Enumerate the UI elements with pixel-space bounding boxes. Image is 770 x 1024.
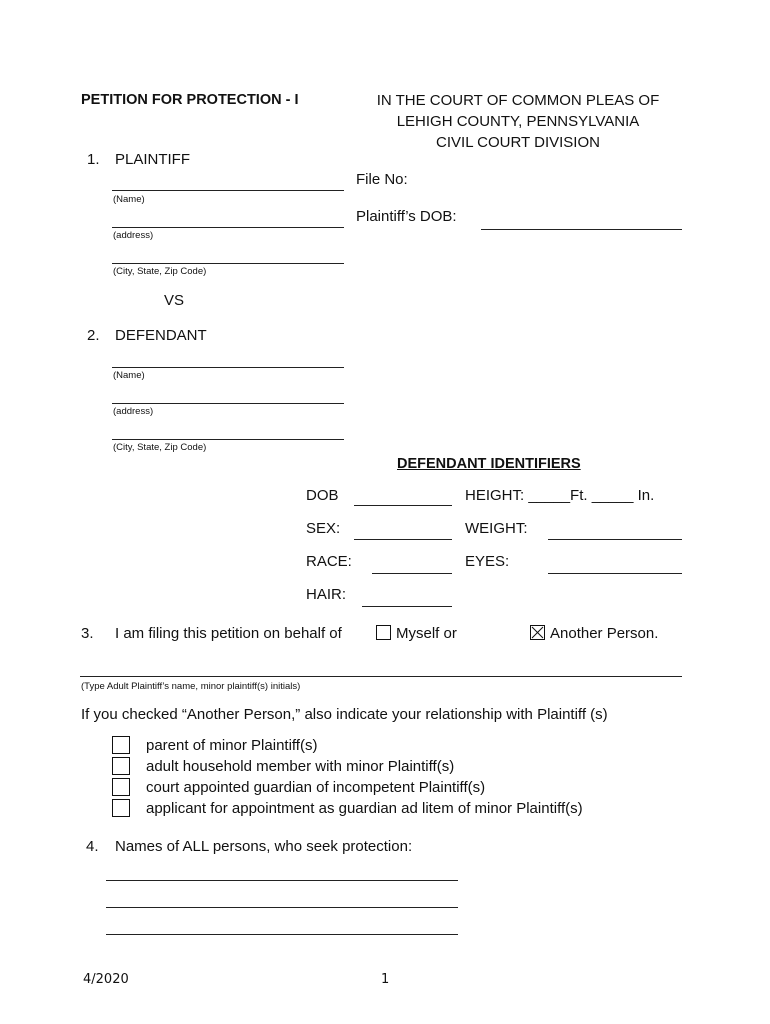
dob-label: DOB	[306, 487, 339, 504]
weight-line[interactable]	[548, 539, 682, 540]
sex-line[interactable]	[354, 539, 452, 540]
plaintiff-city-label: (City, State, Zip Code)	[113, 266, 207, 277]
defendant-address-line[interactable]	[112, 403, 344, 404]
relationship-prompt: If you checked “Another Person,” also indicate your relationship with Plaintiff (s)	[81, 706, 608, 723]
protected-person-line-2[interactable]	[106, 907, 458, 908]
plaintiff-dob-label: Plaintiff’s DOB:	[356, 208, 457, 225]
plaintiff-heading: PLAINTIFF	[115, 151, 191, 168]
defendant-address-label: (address)	[113, 406, 154, 417]
defendant-name-line[interactable]	[112, 367, 344, 368]
plaintiff-number: 1.	[87, 151, 100, 168]
protected-person-line-3[interactable]	[106, 934, 458, 935]
file-no-label: File No:	[356, 171, 408, 188]
plaintiff-name-line[interactable]	[112, 190, 344, 191]
defendant-dob-line[interactable]	[354, 505, 452, 506]
another-person-label: Another Person.	[550, 625, 659, 642]
sex-label: SEX:	[306, 520, 341, 537]
identifiers-heading: DEFENDANT IDENTIFIERS	[397, 456, 581, 472]
defendant-name-label: (Name)	[113, 370, 145, 381]
race-line[interactable]	[372, 573, 452, 574]
court-line-2: LEHIGH COUNTY, PENNSYLVANIA	[396, 113, 640, 130]
footer-date: 4/2020	[83, 972, 129, 987]
plaintiff-city-line[interactable]	[112, 263, 344, 264]
plaintiff-name-label: (Name)	[113, 194, 145, 205]
defendant-number: 2.	[87, 327, 100, 344]
behalf-number: 3.	[81, 625, 94, 642]
eyes-line[interactable]	[548, 573, 682, 574]
relationship-checkbox-parent[interactable]	[112, 736, 130, 754]
plaintiff-dob-line[interactable]	[481, 229, 682, 230]
court-line-1: IN THE COURT OF COMMON PLEAS OF	[376, 92, 660, 109]
defendant-city-label: (City, State, Zip Code)	[113, 442, 207, 453]
plaintiff-type-line[interactable]	[80, 676, 682, 677]
plaintiff-address-line[interactable]	[112, 227, 344, 228]
protected-person-line-1[interactable]	[106, 880, 458, 881]
another-person-checkbox[interactable]	[530, 625, 545, 640]
relationship-option: applicant for appointment as guardian ad litem of minor Plaintiff(s)	[146, 800, 583, 817]
relationship-checkbox-household[interactable]	[112, 757, 130, 775]
plaintiff-address-label: (address)	[113, 230, 154, 241]
versus-label: VS	[164, 292, 185, 309]
form-title: PETITION FOR PROTECTION - I	[81, 92, 299, 108]
myself-checkbox[interactable]	[376, 625, 391, 640]
height-label: HEIGHT: _____Ft. _____ In.	[465, 487, 655, 504]
relationship-checkbox-guardian[interactable]	[112, 778, 130, 796]
protection-text: Names of ALL persons, who seek protection:	[115, 838, 413, 855]
relationship-option: parent of minor Plaintiff(s)	[146, 737, 318, 754]
hair-label: HAIR:	[306, 586, 347, 603]
hair-line[interactable]	[362, 606, 452, 607]
defendant-city-line[interactable]	[112, 439, 344, 440]
defendant-heading: DEFENDANT	[115, 327, 207, 344]
myself-label: Myself or	[396, 625, 457, 642]
behalf-text: I am filing this petition on behalf of	[115, 625, 342, 642]
protection-number: 4.	[86, 838, 99, 855]
race-label: RACE:	[306, 553, 352, 570]
plaintiff-type-label: (Type Adult Plaintiff’s name, minor plaintiff(s) initials)	[81, 681, 301, 692]
relationship-checkbox-guardian-ad-litem[interactable]	[112, 799, 130, 817]
checkmark-x-icon	[531, 626, 544, 639]
eyes-label: EYES:	[465, 553, 510, 570]
court-line-3: CIVIL COURT DIVISION	[436, 134, 600, 151]
weight-label: WEIGHT:	[465, 520, 528, 537]
relationship-option: court appointed guardian of incompetent Plaintiff(s)	[146, 779, 486, 796]
relationship-option: adult household member with minor Plaintiff(s)	[146, 758, 455, 775]
page-number: 1	[381, 972, 390, 987]
